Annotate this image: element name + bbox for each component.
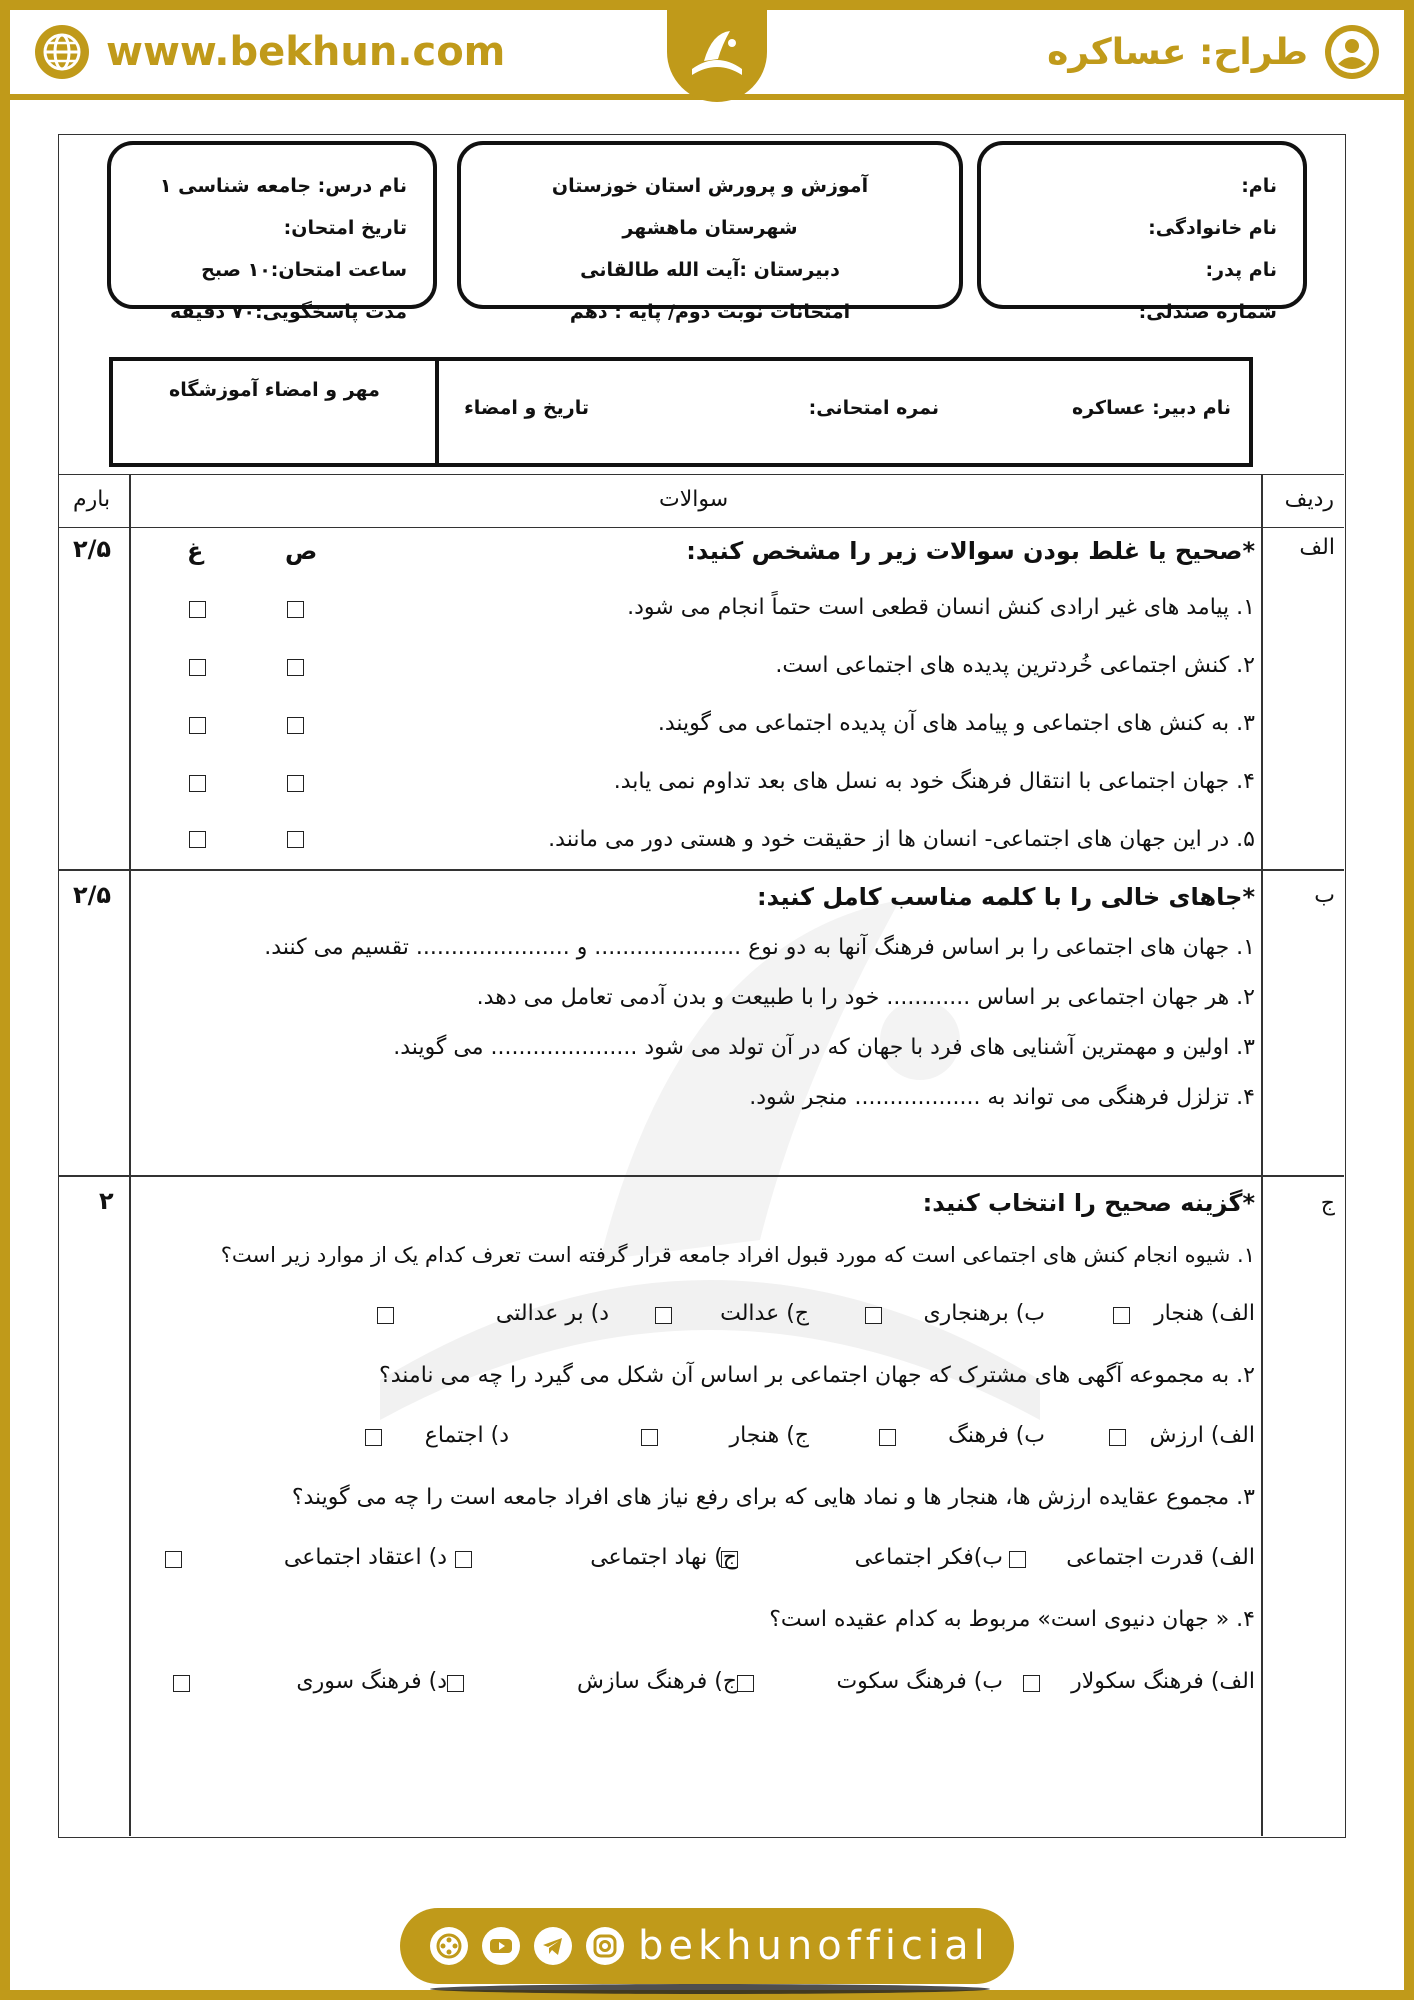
school-info-box <box>457 141 963 323</box>
student-family: نام خانوادگی: <box>1148 217 1277 239</box>
mc-option[interactable]: ج) فرهنگ سازش <box>577 1669 737 1694</box>
false-checkbox[interactable] <box>189 659 206 676</box>
true-checkbox[interactable] <box>287 831 304 848</box>
footer-social-bar <box>400 1908 1014 1984</box>
instagram-icon[interactable] <box>586 1927 624 1965</box>
exam-term: امتحانات نوبت دوم/ پایه : دهم <box>569 301 851 323</box>
mc-option[interactable]: د) بر عدالتی <box>495 1301 609 1326</box>
mc-question: ۲. به مجموعه آگهی های مشترک که جهان اجتماعی بر اساس آن شکل می گیرد را چه می نامند؟ <box>379 1363 1255 1388</box>
tf-question: ۴. جهان اجتماعی با انتقال فرهنگ خود به نسل های بعد تداوم نمی یابد. <box>613 769 1255 794</box>
user-icon <box>1322 22 1382 82</box>
option-checkbox[interactable] <box>377 1307 394 1324</box>
table-header <box>59 474 1344 528</box>
true-checkbox[interactable] <box>287 717 304 734</box>
globe-icon <box>32 22 92 82</box>
option-checkbox[interactable] <box>641 1429 658 1446</box>
social-handle[interactable]: bekhunofficial <box>638 1923 990 1969</box>
true-checkbox[interactable] <box>287 775 304 792</box>
course-info-box <box>107 141 437 323</box>
designer-label <box>1047 20 1382 84</box>
student-info-box <box>977 141 1307 323</box>
fill-blank-question: ۱. جهان های اجتماعی را بر اساس فرهنگ آنها به دو نوع ..................... و ...................... تقسیم می کنند. <box>264 935 1255 960</box>
student-name: نام: <box>1241 175 1277 197</box>
mc-option[interactable]: ب) فرهنگ سکوت <box>836 1669 1003 1694</box>
option-checkbox[interactable] <box>1113 1307 1130 1324</box>
false-checkbox[interactable] <box>189 831 206 848</box>
score-divider <box>129 474 131 1836</box>
option-checkbox[interactable] <box>165 1551 182 1568</box>
exam-time: ساعت امتحان:۱۰ صبح <box>201 259 407 281</box>
mc-option[interactable]: ج) نهاد اجتماعی <box>590 1545 737 1570</box>
mc-option[interactable]: الف) ارزش <box>1149 1423 1255 1448</box>
option-checkbox[interactable] <box>447 1675 464 1692</box>
mc-option[interactable]: ب) فرهنگ <box>948 1423 1045 1448</box>
tf-question: ۳. به کنش های اجتماعی و پیامد های آن پدیده اجتماعی می گویند. <box>657 711 1255 736</box>
option-checkbox[interactable] <box>655 1307 672 1324</box>
exam-paper <box>58 134 1346 1838</box>
mc-option[interactable]: ب) برهنجاری <box>923 1301 1045 1326</box>
false-checkbox[interactable] <box>189 775 206 792</box>
true-column-label: ص <box>285 537 318 565</box>
section-a-label: الف <box>1299 535 1335 560</box>
section-c-label: ج <box>1320 1191 1335 1216</box>
option-checkbox[interactable] <box>879 1429 896 1446</box>
section-divider <box>59 1175 1344 1177</box>
true-checkbox[interactable] <box>287 659 304 676</box>
school-seal-label: مهر و امضاء آموزشگاه <box>169 379 380 401</box>
section-c-score: ۲ <box>99 1187 114 1215</box>
fill-blank-question: ۲. هر جهان اجتماعی بر اساس ............ خود را با طبیعت و بدن آدمی تعامل می دهد. <box>476 985 1255 1010</box>
option-checkbox[interactable] <box>1009 1551 1026 1568</box>
course-name: نام درس: جامعه شناسی ۱ <box>159 175 407 197</box>
section-b-score: ۲/۵ <box>73 881 112 909</box>
col-score: بارم <box>73 487 111 512</box>
section-b-label: ب <box>1314 883 1335 908</box>
mc-option[interactable]: ج) هنجار <box>729 1423 809 1448</box>
mc-option[interactable]: ب)فکر اجتماعی <box>854 1545 1003 1570</box>
tf-question: ۵. در این جهان های اجتماعی- انسان ها از حقیقت خود و هستی دور می مانند. <box>548 827 1255 852</box>
option-checkbox[interactable] <box>455 1551 472 1568</box>
section-divider <box>59 869 1344 871</box>
aparat-icon[interactable] <box>430 1927 468 1965</box>
false-checkbox[interactable] <box>189 717 206 734</box>
true-checkbox[interactable] <box>287 601 304 618</box>
mc-option[interactable]: د) اجتماع <box>424 1423 509 1448</box>
book-logo-icon <box>682 21 752 91</box>
school-name: دبیرستان :آیت الله طالقانی <box>580 259 840 281</box>
mc-question: ۳. مجموع عقایده ارزش ها، هنجار ها و نماد هایی که برای رفع نیاز های افراد جامعه است را چه می گویند؟ <box>291 1485 1255 1510</box>
tf-question: ۲. کنش اجتماعی خُردترین پدیده های اجتماعی است. <box>775 653 1255 678</box>
option-checkbox[interactable] <box>1109 1429 1126 1446</box>
option-checkbox[interactable] <box>365 1429 382 1446</box>
footer-shadow <box>430 1984 990 1994</box>
top-bar <box>10 10 1404 100</box>
mc-option[interactable]: د) اعتقاد اجتماعی <box>283 1545 447 1570</box>
youtube-icon[interactable] <box>482 1927 520 1965</box>
date-sign-label: تاریخ و امضاء <box>464 397 589 419</box>
logo <box>667 10 767 102</box>
exam-duration: مدت پاسخگویی:۷۰ دقیقه <box>170 301 407 323</box>
designer-name: طراح: عساکره <box>1047 31 1308 73</box>
section-a-score: ۲/۵ <box>73 535 112 563</box>
section-c-title: *گزینه صحیح را انتخاب کنید: <box>922 1189 1255 1217</box>
exam-date: تاریخ امتحان: <box>283 217 407 239</box>
false-column-label: غ <box>187 537 204 565</box>
mc-option[interactable]: ج) عدالت <box>720 1301 809 1326</box>
site-link[interactable] <box>32 20 505 84</box>
row-divider <box>1261 474 1263 1836</box>
option-checkbox[interactable] <box>865 1307 882 1324</box>
site-url[interactable]: www.bekhun.com <box>106 29 506 75</box>
telegram-icon[interactable] <box>534 1927 572 1965</box>
mc-question: ۱. شیوه انجام کنش های اجتماعی است که مورد قبول افراد جامعه قرار گرفته است تعرف کدام یک از موارد زیر است؟ <box>220 1243 1255 1267</box>
city: شهرستان ماهشهر <box>622 217 798 239</box>
signature-box <box>109 357 1253 467</box>
tf-question: ۱. پیامد های غیر ارادی کنش انسان قطعی است حتماً انجام می شود. <box>627 595 1255 620</box>
father-name: نام پدر: <box>1205 259 1277 281</box>
mc-question: ۴. « جهان دنیوی است» مربوط به کدام عقیده است؟ <box>769 1607 1255 1632</box>
option-checkbox[interactable] <box>173 1675 190 1692</box>
col-row: ردیف <box>1284 487 1334 512</box>
section-b-title: *جاهای خالی را با کلمه مناسب کامل کنید: <box>757 883 1255 911</box>
grade-label: نمره امتحانی: <box>808 397 939 419</box>
seat-number: شماره صندلی: <box>1138 301 1277 323</box>
fill-blank-question: ۴. تزلزل فرهنگی می تواند به .................. منجر شود. <box>749 1085 1255 1110</box>
section-a-title: *صحیح یا غلط بودن سوالات زیر را مشخص کنید: <box>686 537 1255 565</box>
mc-option[interactable]: الف) قدرت اجتماعی <box>1066 1545 1255 1570</box>
false-checkbox[interactable] <box>189 601 206 618</box>
province-office: آموزش و پرورش استان خوزستان <box>551 175 869 197</box>
mc-option[interactable]: الف) هنجار <box>1154 1301 1255 1326</box>
fill-blank-question: ۳. اولین و مهمترین آشنایی های فرد با جهان که در آن تولد می شود ..................... می گویند. <box>393 1035 1255 1060</box>
option-checkbox[interactable] <box>1023 1675 1040 1692</box>
option-checkbox[interactable] <box>737 1675 754 1692</box>
mc-option[interactable]: د) فرهنگ سوری <box>296 1669 447 1694</box>
mc-option[interactable]: الف) فرهنگ سکولار <box>1071 1669 1255 1694</box>
col-questions: سوالات <box>659 487 729 512</box>
teacher-name: نام دبیر: عساکره <box>1071 397 1231 419</box>
